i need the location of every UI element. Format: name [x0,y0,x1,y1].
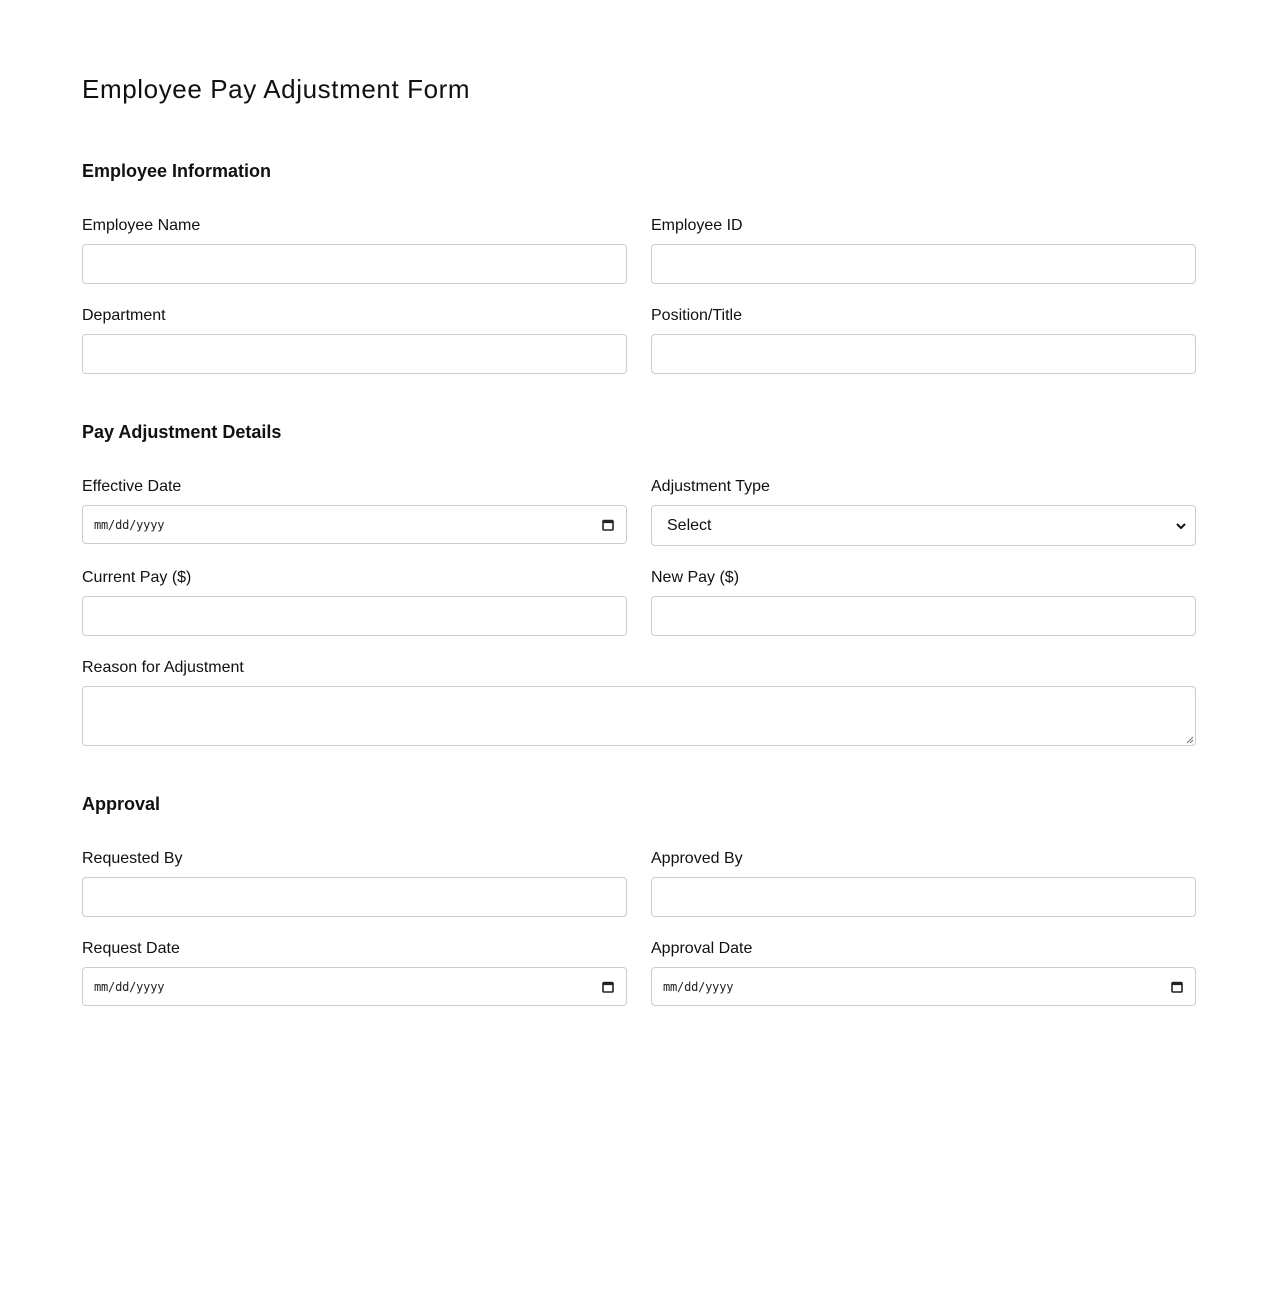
current-pay-input[interactable] [82,596,627,636]
employee-id-field [651,216,1196,284]
employee-id-label: Employee ID [651,217,743,234]
reason-textarea[interactable] [82,686,1196,746]
employee-name-field [82,216,627,284]
requested-by-label: Requested By [82,850,183,867]
employee-id-input[interactable] [651,244,1196,284]
adjustment-type-selected-value: Select [667,516,712,534]
approval-date-input[interactable] [651,967,1196,1006]
request-date-placeholder: mm/dd/yyyy [94,979,165,994]
requested-by-field [82,849,627,917]
new-pay-input[interactable] [651,596,1196,636]
approved-by-label: Approved By [651,850,743,867]
reason-label: Reason for Adjustment [82,659,244,676]
employee-name-label: Employee Name [82,217,201,234]
section-heading-pay-adjustment-details: Pay Adjustment Details [82,422,282,442]
chevron-down-icon [1175,520,1187,532]
adjustment-type-label: Adjustment Type [651,478,770,495]
request-date-input[interactable] [82,967,627,1006]
calendar-icon[interactable] [1171,981,1183,993]
employee-name-input[interactable] [82,244,627,284]
adjustment-type-field [651,477,1196,546]
new-pay-label: New Pay ($) [651,569,740,586]
adjustment-type-select[interactable] [651,505,1196,546]
position-title-input[interactable] [651,334,1196,374]
position-title-label: Position/Title [651,307,742,324]
resize-handle-icon[interactable] [1185,735,1194,744]
section-heading-employee-information: Employee Information [82,161,272,181]
effective-date-field [82,477,627,544]
approval-date-label: Approval Date [651,940,753,957]
department-label: Department [82,307,166,324]
department-input[interactable] [82,334,627,374]
effective-date-placeholder: mm/dd/yyyy [94,517,165,532]
page-title: Employee Pay Adjustment Form [82,74,471,104]
approval-date-field [651,939,1196,1006]
request-date-field [82,939,627,1006]
current-pay-label: Current Pay ($) [82,569,192,586]
department-field [82,306,627,374]
reason-field [82,658,1196,746]
approved-by-input[interactable] [651,877,1196,917]
new-pay-field [651,568,1196,636]
position-title-field [651,306,1196,374]
section-heading-approval: Approval [82,794,161,814]
approval-date-placeholder: mm/dd/yyyy [663,979,734,994]
effective-date-input[interactable] [82,505,627,544]
effective-date-label: Effective Date [82,478,182,495]
calendar-icon[interactable] [602,981,614,993]
current-pay-field [82,568,627,636]
requested-by-input[interactable] [82,877,627,917]
calendar-icon[interactable] [602,519,614,531]
approved-by-field [651,849,1196,917]
request-date-label: Request Date [82,940,180,957]
